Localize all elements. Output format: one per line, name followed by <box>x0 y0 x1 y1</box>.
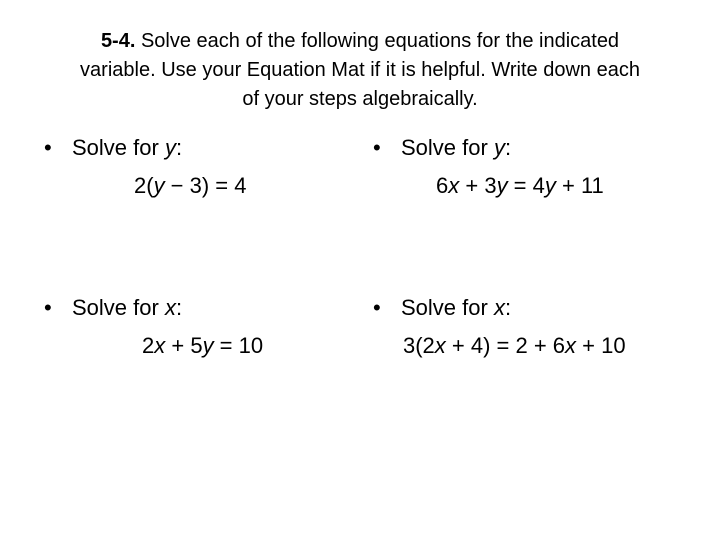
prompt-suffix: : <box>175 295 183 320</box>
problem-prompt <box>44 293 263 323</box>
equation-text: − 3) = 4 <box>164 173 247 198</box>
prompt-variable: y <box>493 135 505 160</box>
equation-text: 2( <box>134 173 154 198</box>
prompt-variable: x <box>493 295 505 320</box>
equation-variable: x <box>448 173 460 198</box>
prompt-suffix: : <box>504 295 512 320</box>
equation-text: 3(2 <box>403 333 435 358</box>
equation <box>44 331 263 361</box>
prompt-prefix: Solve for <box>72 135 165 160</box>
equation-variable: x <box>154 333 166 358</box>
equation-text: + 5 <box>165 333 203 358</box>
problem-prompt <box>373 133 604 163</box>
instructions-text-1: Solve each of the following equations for the indicated <box>135 30 620 52</box>
equation-variable: x <box>434 333 446 358</box>
prompt-prefix: Solve for <box>72 295 165 320</box>
equation-variable: y <box>153 173 165 198</box>
instructions-line-3: of your steps algebraically. <box>242 88 478 110</box>
problem-number: 5-4. <box>100 30 136 52</box>
equation-text: + 10 <box>576 333 626 358</box>
equation <box>373 331 626 361</box>
problem-2 <box>373 133 604 201</box>
bullet-icon: • <box>44 295 52 320</box>
equation-text: + 4) = 2 + 6 <box>445 333 566 358</box>
bullet-icon: • <box>44 135 52 160</box>
problem-prompt <box>373 293 626 323</box>
equation <box>44 171 247 201</box>
equation-variable: y <box>544 173 556 198</box>
prompt-prefix: Solve for <box>401 295 494 320</box>
equation-text: = 4 <box>507 173 545 198</box>
problem-3 <box>44 293 263 361</box>
equation-text: + 3 <box>459 173 497 198</box>
equation-variable: y <box>496 173 508 198</box>
equation-text: = 10 <box>213 333 264 358</box>
equation-variable: x <box>565 333 577 358</box>
problem-prompt <box>44 133 247 163</box>
prompt-suffix: : <box>504 135 512 160</box>
prompt-variable: x <box>164 295 176 320</box>
prompt-prefix: Solve for <box>401 135 494 160</box>
equation <box>373 171 604 201</box>
equation-text: 6 <box>436 173 449 198</box>
problem-1 <box>44 133 247 201</box>
prompt-suffix: : <box>175 135 183 160</box>
bullet-icon: • <box>373 295 381 320</box>
equation-text: + 11 <box>555 173 604 198</box>
problem-4 <box>373 293 626 361</box>
prompt-variable: y <box>164 135 176 160</box>
equation-variable: y <box>202 333 214 358</box>
equation-text: 2 <box>142 333 155 358</box>
instructions-line-2: variable. Use your Equation Mat if it is helpful. Write down each <box>80 59 640 81</box>
instructions-header <box>20 27 700 114</box>
instructions-line-1 <box>20 27 700 56</box>
bullet-icon: • <box>373 135 381 160</box>
